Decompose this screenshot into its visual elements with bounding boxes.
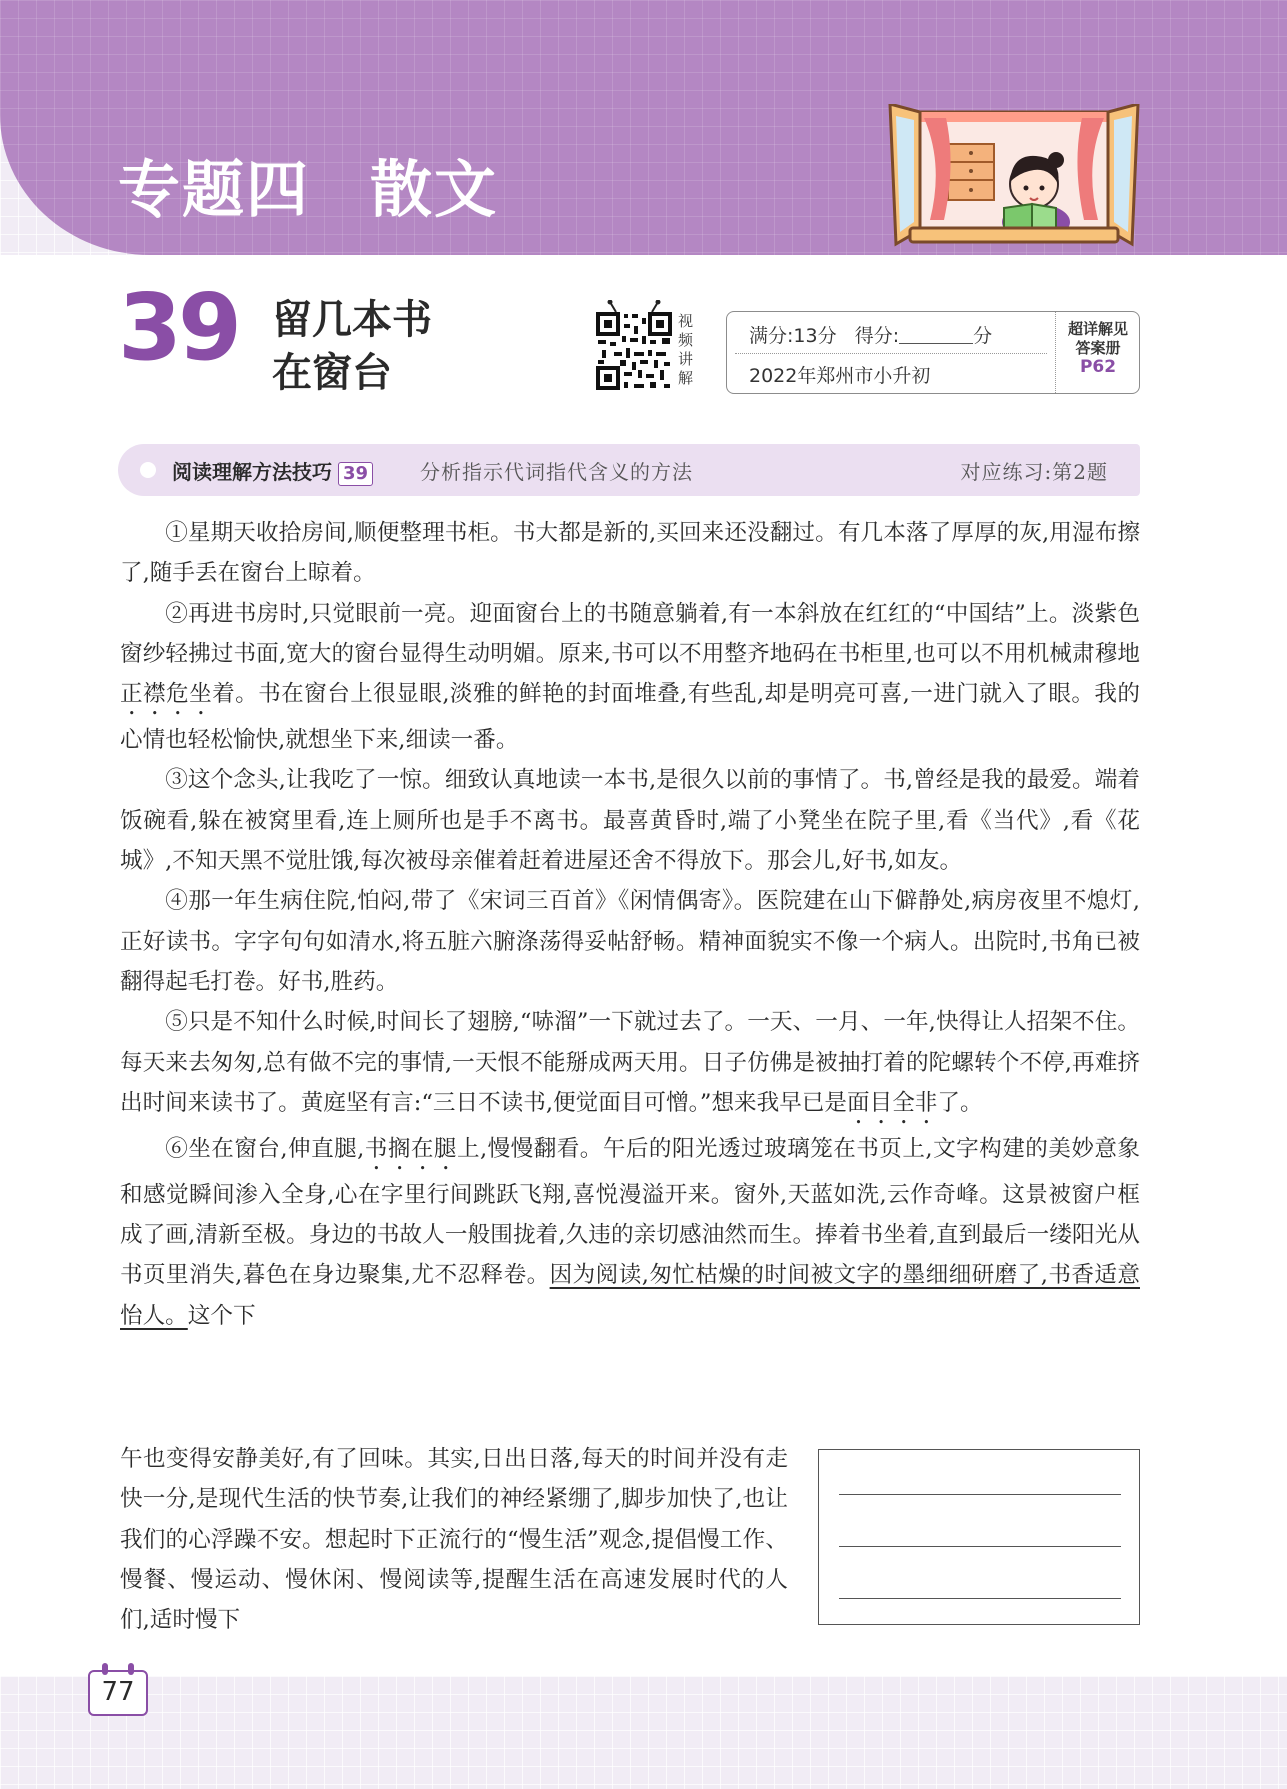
lesson-number: 39 [118,274,239,381]
method-label: 阅读理解方法技巧 39 [172,456,373,486]
answer-line[interactable] [839,1598,1121,1599]
paragraph-4: ④那一年生病住院,怕闷,带了《宋词三百首》《闲情偶寄》。医院建在山下僻静处,病房夜里不熄灯,正好读书。字字句句如清水,将五脏六腑涤荡得妥帖舒畅。精神面貌实不像一个病人。出院时,书角已被翻得起毛打卷。好书,胜药。 [120,888,1140,995]
score-row [749,321,992,348]
answer-reference: 超详解见 答案册 P62 [1057,320,1139,377]
video-explanation-label: 视 频 讲 解 [678,312,694,387]
page-number-calendar-icon [88,1670,148,1716]
paragraph-5: ⑤只是不知什么时候,时间长了翅膀,“哧溜”一下就过去了。一天、一月、一年,快得让人招架不住。每天来去匆匆,总有做不完的事情,一天恨不能掰成两天用。日子仿佛是被抽打着的陀螺转个不停,再难挤出时间来读书了。黄庭坚有言:“三日不读书,便觉面目可憎。”想来我早已是面目全非了。 [120,1009,1140,1116]
score-vertical-divider [1055,312,1056,393]
girl-reading-window-illustration [886,104,1142,254]
emphasized-phrase: 书搁在腿 [364,1135,457,1162]
annotation-answer-box[interactable] [818,1449,1140,1625]
bullet-dot-icon [140,462,156,478]
paragraph-6: ⑥坐在窗台,伸直腿,书搁在腿上,慢慢翻看。午后的阳光透过玻璃笼在书页上,文字构建的美妙意象和感觉瞬间渗入全身,心在字里行间跳跃飞翔,喜悦漫溢开来。窗外,天蓝如洗,云作奇峰。这景被窗户框成了画,清新至极。身边的书故人一般围拢着,久违的亲切感油然而生。捧着书坐着,直到最后一缕阳光从书页里消失,暮色在身边聚集,尤不忍释卷。因为阅读,匆忙枯燥的时间被文字的墨细细研磨了,书香适意怡人。这个下 [120,1135,1140,1329]
answer-page: P62 [1079,357,1117,377]
article-body [120,513,1140,1336]
page-number: 77 [101,1677,135,1707]
lesson-title [272,294,432,400]
paragraph-6-continued: 午也变得安静美好,有了回味。其实,日出日落,每天的时间并没有走快一分,是现代生活的快节奏,让我们的神经紧绷了,脚步加快了,也让我们的心浮躁不安。想起时下正流行的“慢生活”观念,提倡慢工作、慢餐、慢运动、慢休闲、慢阅读等,提醒生活在高速发展时代的人们,适时慢下 [120,1446,788,1634]
score-divider [735,353,1047,354]
method-banner [118,444,1140,496]
lesson-title-line2: 在窗台 [272,350,392,396]
answer-line[interactable] [839,1546,1121,1547]
method-description: 分析指示代词指代含义的方法 [420,460,693,484]
lesson-title-line1: 留几本书 [272,297,432,343]
footer-band [0,1676,1287,1789]
practice-reference: 对应练习:第2题 [960,460,1108,484]
paragraph-2: ②再进书房时,只觉眼前一亮。迎面窗台上的书随意躺着,有一本斜放在红红的“中国结”上。淡紫色窗纱轻拂过书面,宽大的窗台显得生动明媚。原来,书可以不用整齐地码在书柜里,也可以不用机械肃穆地正襟危坐着。书在窗台上很显眼,淡雅的鲜艳的封面堆叠,有些乱,却是明亮可喜,一进门就入了眼。我的心情也轻松愉快,就想坐下来,细读一番。 [120,600,1140,754]
score-unit: 分 [973,325,993,347]
score-label: 得分: [854,325,900,347]
chapter-title [118,140,498,229]
emphasized-phrase: 面目全非 [847,1089,938,1116]
header-band [0,0,1287,255]
video-qr-code-icon[interactable] [594,300,674,392]
paragraph-1: ①星期天收拾房间,顺便整理书柜。书大都是新的,买回来还没翻过。有几本落了厚厚的灰,用湿布擦了,随手丢在窗台上晾着。 [120,520,1140,587]
score-box [726,311,1140,394]
chapter-genre: 散文 [370,153,499,226]
chapter-topic: 专题四 [118,153,311,226]
emphasized-phrase: 正襟危坐 [120,681,213,708]
method-number: 39 [338,462,373,486]
answer-line[interactable] [839,1494,1121,1495]
exam-source: 2022年郑州市小升初 [749,365,931,387]
score-blank[interactable] [899,326,973,344]
underlined-sentence: 因为阅读,匆忙枯燥的时间被文字的墨细细研磨了,书香适意怡人。 [120,1262,1140,1329]
paragraph-3: ③这个念头,让我吃了一惊。细致认真地读一本书,是很久以前的事情了。书,曾经是我的最爱。端着饭碗看,躲在被窝里看,连上厕所也是手不离书。最喜黄昏时,端了小凳坐在院子里,看《当代》,看《花城》,不知天黑不觉肚饿,每次被母亲催着赶着进屋还舍不得放下。那会儿,好书,如友。 [120,767,1140,875]
full-score: 满分:13分 [749,325,837,347]
